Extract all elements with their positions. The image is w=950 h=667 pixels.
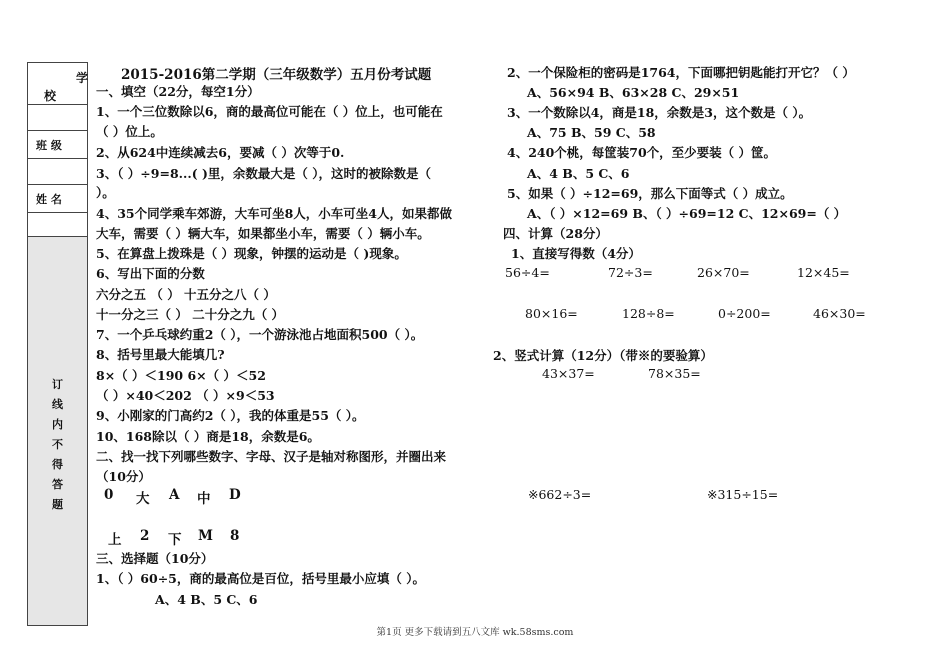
- school-label-1: 学: [76, 71, 89, 85]
- name-label: 姓 名: [36, 193, 62, 206]
- question-9: 9、小刚家的门高约2（ ），我的体重是55（ ）。: [96, 408, 365, 423]
- question-4a: 4、35个同学乘车郊游，大车可坐8人，小车可坐4人，如果都做: [96, 206, 452, 221]
- class-label: 班 级: [36, 139, 62, 152]
- question-4b: 大车，需要（ ）辆大车，如果都坐小车，需要（ ）辆小车。: [96, 226, 430, 241]
- binding-note-char: 不: [52, 438, 63, 451]
- subsection-vertical-calc: 2、竖式计算（12分）（带※的要验算）: [493, 348, 713, 363]
- question-1b: （ ）位上。: [96, 124, 163, 139]
- question-8a: 8×（ ）＜190 6×（ ）＜52: [96, 368, 266, 383]
- class-input-cell[interactable]: [28, 159, 87, 185]
- section3-header: 三、选择题（10分）: [96, 551, 214, 566]
- choice-3: 3、一个数除以4，商是18，余数是3，这个数是（ ）。: [507, 105, 812, 120]
- binding-note-area: [28, 237, 87, 625]
- section4-header: 四、计算（28分）: [503, 226, 608, 241]
- vertical-calc-item: 43×37=: [542, 366, 595, 381]
- section2-header-a: 二、找一找下列哪些数字、字母、汉子是轴对称图形，并圈出来: [96, 449, 447, 464]
- question-8: 8、括号里最大能填几?: [96, 347, 225, 362]
- page-title: 2015-2016第二学期（三年级数学）五月份考试题: [121, 67, 432, 83]
- calc-item: 12×45=: [797, 265, 850, 280]
- choice-2-options[interactable]: A、56×94 B、63×28 C、29×51: [527, 85, 740, 100]
- question-6b: 十一分之三（ ） 二十分之九（ ）: [96, 307, 285, 322]
- vertical-calc-item: ※315÷15=: [707, 487, 779, 502]
- choice-1-options[interactable]: A、4 B、5 C、6: [155, 592, 258, 607]
- binding-note-char: 订: [52, 378, 63, 391]
- symbol-item[interactable]: D: [229, 487, 241, 503]
- calc-item: 46×30=: [813, 306, 866, 321]
- calc-item: 56÷4=: [505, 265, 550, 280]
- binding-note-char: 题: [52, 498, 63, 511]
- calc-item: 80×16=: [525, 306, 578, 321]
- symbol-item[interactable]: 下: [168, 532, 182, 548]
- question-3b: ）。: [96, 185, 115, 200]
- calc-item: 72÷3=: [608, 265, 653, 280]
- symbol-item[interactable]: 大: [136, 491, 150, 507]
- question-1a: 1、一个三位数除以6，商的最高位可能在（ ）位上，也可能在: [96, 104, 443, 119]
- binding-note-char: 内: [52, 418, 63, 431]
- calc-item: 128÷8=: [622, 306, 675, 321]
- page-footer: 第1页 更多下载请到五八文库 wk.58sms.com: [376, 627, 574, 638]
- school-label-2: 校: [44, 89, 57, 103]
- symbol-item[interactable]: M: [198, 528, 213, 544]
- question-6a: 六分之五 （ ） 十五分之八（ ）: [96, 287, 276, 302]
- choice-3-options[interactable]: A、75 B、59 C、58: [527, 125, 656, 140]
- symbol-item[interactable]: 0: [104, 487, 114, 503]
- vertical-calc-item: ※662÷3=: [528, 487, 592, 502]
- choice-2: 2、一个保险柜的密码是1764，下面哪把钥匙能打开它？（ ）: [507, 65, 855, 80]
- question-7: 7、一个乒乓球约重2（ ），一个游泳池占地面积500（ ）。: [96, 327, 424, 342]
- calc-item: 26×70=: [697, 265, 750, 280]
- name-cell: [28, 185, 87, 213]
- choice-5: 5、如果（ ）÷12=69，那么下面等式（ ）成立。: [507, 186, 793, 201]
- section2-header-b: （10分）: [96, 469, 151, 484]
- choice-5-options[interactable]: A、（ ）×12=69 B、（ ）÷69=12 C、12×69=（ ）: [527, 206, 847, 221]
- choice-4: 4、240个桃，每筐装70个，至少要装（ ）筐。: [507, 145, 777, 160]
- choice-1: 1、（ ）60÷5，商的最高位是百位，括号里最小应填（ ）。: [96, 571, 425, 586]
- question-8b: （ ）×40＜202 （ ）×9＜53: [96, 388, 275, 403]
- class-cell: [28, 131, 87, 159]
- calc-item: 0÷200=: [718, 306, 771, 321]
- question-5: 5、在算盘上拨珠是（ ）现象，钟摆的运动是（ )现象。: [96, 246, 407, 261]
- binding-column: [27, 62, 88, 626]
- symbol-item[interactable]: 2: [140, 528, 150, 544]
- vertical-calc-item: 78×35=: [648, 366, 701, 381]
- symbol-item[interactable]: A: [169, 487, 180, 503]
- binding-note-char: 得: [52, 458, 63, 471]
- name-input-cell[interactable]: [28, 213, 87, 237]
- question-2: 2、从624中连续减去6，要减（ ）次等于0.: [96, 145, 345, 160]
- binding-note-char: 答: [52, 478, 63, 491]
- question-6: 6、写出下面的分数: [96, 266, 205, 281]
- school-input-cell[interactable]: [28, 105, 87, 131]
- symbol-item[interactable]: 中: [197, 491, 211, 507]
- subsection-direct-calc: 1、直接写得数（4分）: [511, 246, 641, 261]
- school-cell: [28, 63, 87, 105]
- choice-4-options[interactable]: A、4 B、5 C、6: [527, 166, 630, 181]
- section1-header: 一、填空（22分，每空1分）: [96, 84, 260, 99]
- symbol-item[interactable]: 8: [230, 528, 240, 544]
- question-3a: 3、（ ）÷9=8...( )里，余数最大是（ ），这时的被除数是（: [96, 166, 431, 181]
- question-10: 10、168除以（ ）商是18，余数是6。: [96, 429, 320, 444]
- symbol-item[interactable]: 上: [108, 532, 122, 548]
- binding-note-char: 线: [52, 398, 63, 411]
